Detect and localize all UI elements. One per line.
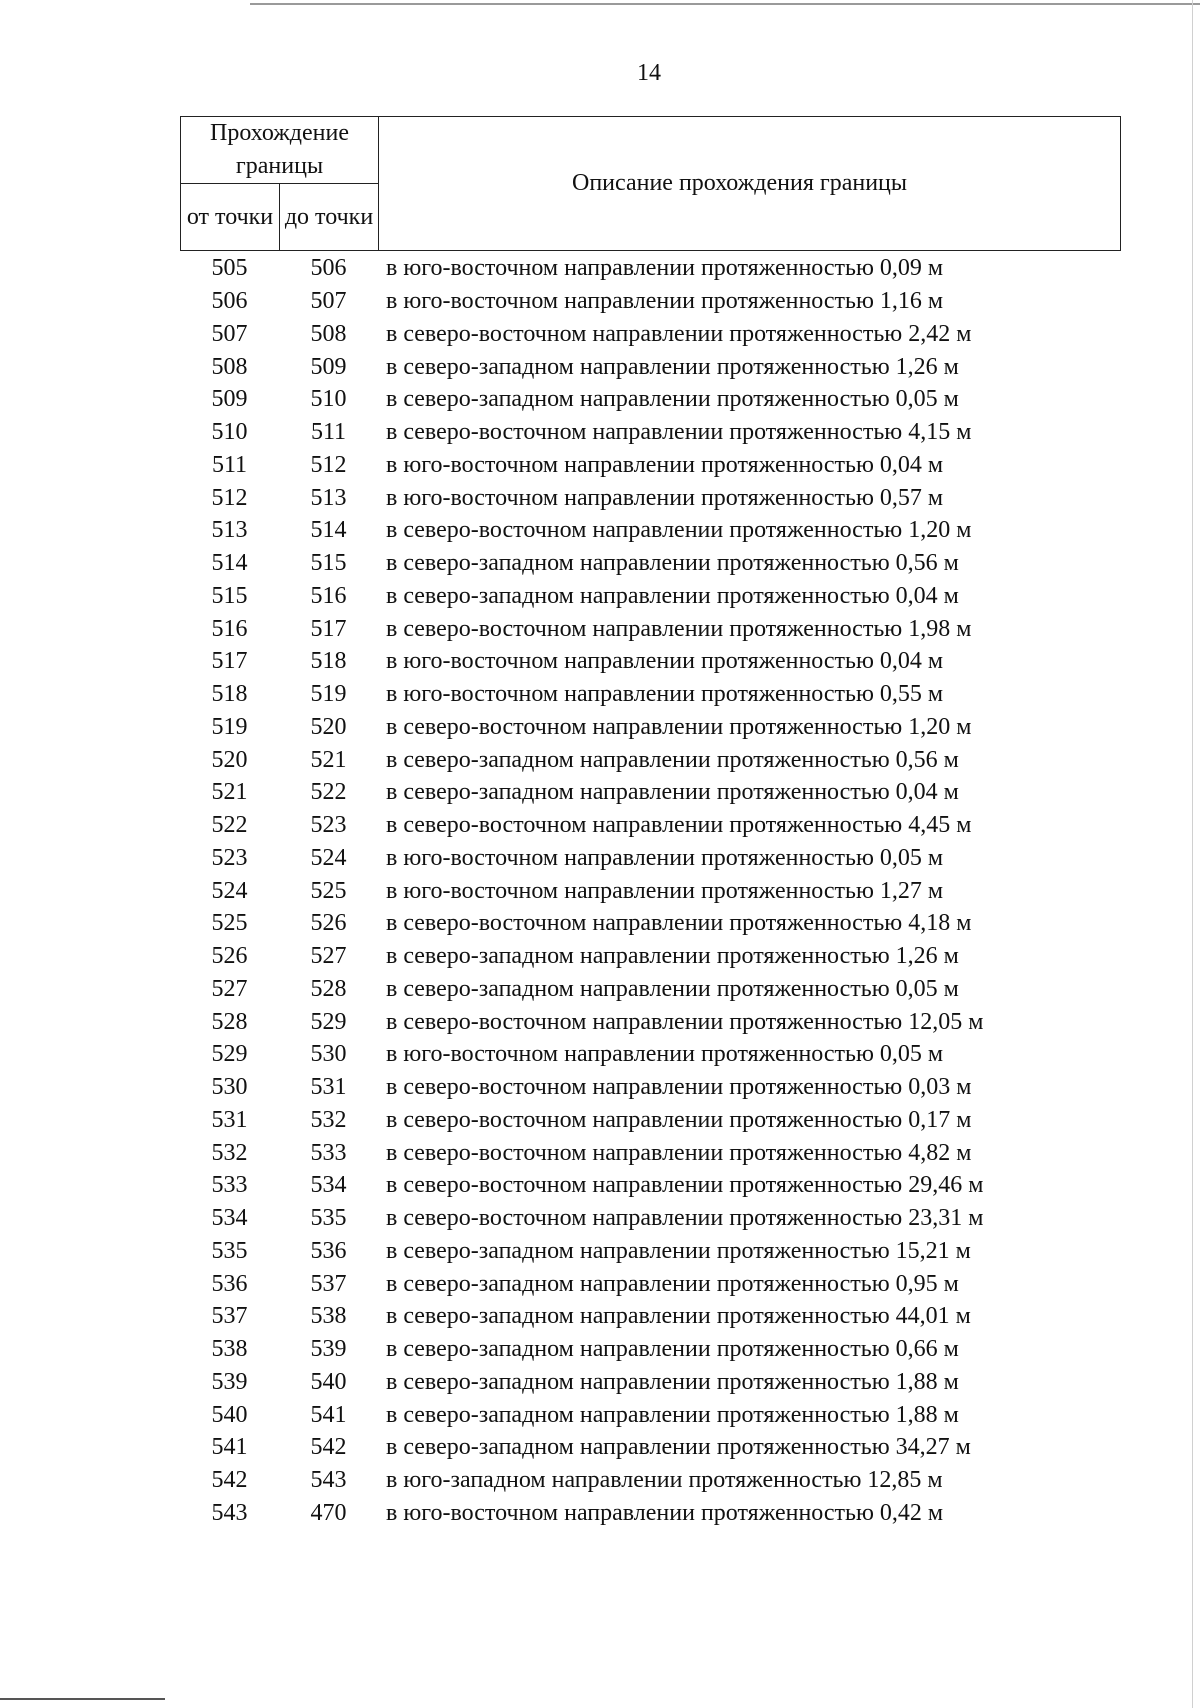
to-point-cell: 537 xyxy=(310,1270,347,1297)
to-point-cell: 506 xyxy=(310,255,347,282)
table-row xyxy=(180,776,1120,809)
from-point-cell: 508 xyxy=(211,353,248,380)
table-row xyxy=(180,1202,1120,1235)
table-row xyxy=(180,1235,1120,1268)
boundary-table-body xyxy=(180,252,1120,1529)
table-row xyxy=(180,743,1120,776)
from-point-cell: 515 xyxy=(211,582,248,609)
from-point-cell: 506 xyxy=(211,288,248,315)
to-point-cell: 515 xyxy=(310,550,347,577)
header-to-point: до точки xyxy=(280,184,379,251)
table-row xyxy=(180,318,1120,351)
table-row xyxy=(180,645,1120,678)
to-point-cell: 524 xyxy=(310,844,347,871)
description-cell: в северо-западном направлении протяженностью 15,21 м xyxy=(386,1237,971,1264)
to-point-cell: 513 xyxy=(310,484,347,511)
description-cell: в северо-западном направлении протяженностью 1,26 м xyxy=(386,353,959,380)
table-row xyxy=(180,1497,1120,1530)
to-point-cell: 540 xyxy=(310,1368,347,1395)
description-cell: в юго-восточном направлении протяженностью 0,04 м xyxy=(386,451,944,478)
from-point-cell: 510 xyxy=(211,419,248,446)
from-point-cell: 517 xyxy=(211,648,248,675)
from-point-cell: 516 xyxy=(211,615,248,642)
from-point-cell: 509 xyxy=(211,386,248,413)
to-point-cell: 523 xyxy=(310,812,347,839)
to-point-cell: 520 xyxy=(310,713,347,740)
to-point-cell: 518 xyxy=(310,648,347,675)
description-cell: в северо-восточном направлении протяженностью 4,18 м xyxy=(386,910,972,937)
table-row xyxy=(180,547,1120,580)
table-row xyxy=(180,1464,1120,1497)
description-cell: в юго-восточном направлении протяженностью 0,05 м xyxy=(386,844,944,871)
from-point-cell: 541 xyxy=(211,1434,248,1461)
to-point-cell: 536 xyxy=(310,1237,347,1264)
to-point-cell: 538 xyxy=(310,1303,347,1330)
description-cell: в северо-западном направлении протяженностью 44,01 м xyxy=(386,1303,971,1330)
to-point-cell: 507 xyxy=(310,288,347,315)
table-row xyxy=(180,1169,1120,1202)
description-cell: в северо-восточном направлении протяженностью 1,20 м xyxy=(386,517,972,544)
table-row xyxy=(180,350,1120,383)
table-row xyxy=(180,1300,1120,1333)
table-row xyxy=(180,1005,1120,1038)
to-point-cell: 529 xyxy=(310,1008,347,1035)
from-point-cell: 520 xyxy=(211,746,248,773)
from-point-cell: 523 xyxy=(211,844,248,871)
to-point-cell: 509 xyxy=(310,353,347,380)
description-cell: в северо-восточном направлении протяженностью 23,31 м xyxy=(386,1205,984,1232)
from-point-cell: 531 xyxy=(211,1106,248,1133)
from-point-cell: 519 xyxy=(211,713,248,740)
to-point-cell: 527 xyxy=(310,943,347,970)
from-point-cell: 530 xyxy=(211,1074,248,1101)
table-row xyxy=(180,252,1120,285)
to-point-cell: 535 xyxy=(310,1205,347,1232)
table-row xyxy=(180,1366,1120,1399)
description-cell: в северо-восточном направлении протяженностью 0,17 м xyxy=(386,1106,972,1133)
to-point-cell: 543 xyxy=(310,1467,347,1494)
from-point-cell: 507 xyxy=(211,320,248,347)
table-row xyxy=(180,514,1120,547)
from-point-cell: 524 xyxy=(211,877,248,904)
to-point-cell: 539 xyxy=(310,1336,347,1363)
to-point-cell: 542 xyxy=(310,1434,347,1461)
description-cell: в юго-восточном направлении протяженностью 0,42 м xyxy=(386,1499,944,1526)
from-point-cell: 514 xyxy=(211,550,248,577)
to-point-cell: 533 xyxy=(310,1139,347,1166)
description-cell: в северо-западном направлении протяженностью 0,56 м xyxy=(386,550,959,577)
from-point-cell: 532 xyxy=(211,1139,248,1166)
table-row xyxy=(180,874,1120,907)
from-point-cell: 526 xyxy=(211,943,248,970)
to-point-cell: 514 xyxy=(310,517,347,544)
table-row xyxy=(180,449,1120,482)
from-point-cell: 538 xyxy=(211,1336,248,1363)
description-cell: в северо-западном направлении протяженностью 1,26 м xyxy=(386,943,959,970)
table-row xyxy=(180,580,1120,613)
to-point-cell: 508 xyxy=(310,320,347,347)
description-cell: в северо-восточном направлении протяженностью 29,46 м xyxy=(386,1172,984,1199)
scan-edge-bottom xyxy=(0,1698,165,1700)
table-row xyxy=(180,1333,1120,1366)
from-point-cell: 529 xyxy=(211,1041,248,1068)
table-row xyxy=(180,481,1120,514)
table-row xyxy=(180,1104,1120,1137)
description-cell: в юго-западном направлении протяженностью 12,85 м xyxy=(386,1467,943,1494)
description-cell: в юго-восточном направлении протяженностью 0,05 м xyxy=(386,1041,944,1068)
to-point-cell: 530 xyxy=(310,1041,347,1068)
table-row xyxy=(180,940,1120,973)
to-point-cell: 510 xyxy=(310,386,347,413)
table-row xyxy=(180,1136,1120,1169)
table-row xyxy=(180,1071,1120,1104)
header-boundary-passage: Прохождение границы xyxy=(181,117,379,184)
description-cell: в северо-западном направлении протяженностью 0,05 м xyxy=(386,975,959,1002)
to-point-cell: 526 xyxy=(310,910,347,937)
from-point-cell: 505 xyxy=(211,255,248,282)
to-point-cell: 517 xyxy=(310,615,347,642)
from-point-cell: 522 xyxy=(211,812,248,839)
description-cell: в северо-западном направлении протяженностью 1,88 м xyxy=(386,1401,959,1428)
scan-edge-top xyxy=(250,3,1200,5)
from-point-cell: 511 xyxy=(211,451,248,478)
to-point-cell: 522 xyxy=(310,779,347,806)
description-cell: в северо-западном направлении протяженностью 0,04 м xyxy=(386,582,959,609)
table-row xyxy=(180,383,1120,416)
table-row xyxy=(180,285,1120,318)
to-point-cell: 532 xyxy=(310,1106,347,1133)
description-cell: в северо-западном направлении протяженностью 0,56 м xyxy=(386,746,959,773)
from-point-cell: 536 xyxy=(211,1270,248,1297)
header-from-point: от точки xyxy=(181,184,280,251)
description-cell: в северо-восточном направлении протяженностью 1,20 м xyxy=(386,713,972,740)
description-cell: в северо-восточном направлении протяженностью 4,82 м xyxy=(386,1139,972,1166)
from-point-cell: 543 xyxy=(211,1499,248,1526)
from-point-cell: 527 xyxy=(211,975,248,1002)
table-row xyxy=(180,612,1120,645)
description-cell: в северо-восточном направлении протяженностью 2,42 м xyxy=(386,320,972,347)
from-point-cell: 525 xyxy=(211,910,248,937)
table-row xyxy=(180,1398,1120,1431)
to-point-cell: 541 xyxy=(310,1401,347,1428)
to-point-cell: 511 xyxy=(310,419,347,446)
to-point-cell: 521 xyxy=(310,746,347,773)
description-cell: в северо-восточном направлении протяженностью 0,03 м xyxy=(386,1074,972,1101)
description-cell: в юго-восточном направлении протяженностью 0,55 м xyxy=(386,681,944,708)
table-row xyxy=(180,809,1120,842)
from-point-cell: 542 xyxy=(211,1467,248,1494)
scan-edge-right xyxy=(1192,0,1193,1708)
table-row xyxy=(180,711,1120,744)
description-cell: в северо-восточном направлении протяженностью 12,05 м xyxy=(386,1008,984,1035)
table-row xyxy=(180,678,1120,711)
table-row xyxy=(180,842,1120,875)
to-point-cell: 516 xyxy=(310,582,347,609)
description-cell: в северо-восточном направлении протяженностью 4,15 м xyxy=(386,419,972,446)
from-point-cell: 521 xyxy=(211,779,248,806)
description-cell: в северо-западном направлении протяженностью 0,66 м xyxy=(386,1336,959,1363)
from-point-cell: 539 xyxy=(211,1368,248,1395)
table-row xyxy=(180,973,1120,1006)
to-point-cell: 512 xyxy=(310,451,347,478)
from-point-cell: 513 xyxy=(211,517,248,544)
to-point-cell: 534 xyxy=(310,1172,347,1199)
table-row xyxy=(180,416,1120,449)
description-cell: в северо-восточном направлении протяженностью 4,45 м xyxy=(386,812,972,839)
description-cell: в северо-западном направлении протяженностью 0,95 м xyxy=(386,1270,959,1297)
description-cell: в северо-западном направлении протяженностью 1,88 м xyxy=(386,1368,959,1395)
to-point-cell: 528 xyxy=(310,975,347,1002)
from-point-cell: 535 xyxy=(211,1237,248,1264)
from-point-cell: 540 xyxy=(211,1401,248,1428)
header-description: Описание прохождения границы xyxy=(379,117,1121,251)
description-cell: в юго-восточном направлении протяженностью 1,16 м xyxy=(386,288,944,315)
to-point-cell: 531 xyxy=(310,1074,347,1101)
from-point-cell: 518 xyxy=(211,681,248,708)
from-point-cell: 537 xyxy=(211,1303,248,1330)
description-cell: в северо-западном направлении протяженностью 0,04 м xyxy=(386,779,959,806)
from-point-cell: 512 xyxy=(211,484,248,511)
from-point-cell: 528 xyxy=(211,1008,248,1035)
boundary-table-header xyxy=(180,116,1121,251)
table-row xyxy=(180,1431,1120,1464)
description-cell: в юго-восточном направлении протяженностью 0,57 м xyxy=(386,484,944,511)
description-cell: в юго-восточном направлении протяженностью 0,04 м xyxy=(386,648,944,675)
table-row xyxy=(180,1267,1120,1300)
description-cell: в северо-восточном направлении протяженностью 1,98 м xyxy=(386,615,972,642)
page-number: 14 xyxy=(637,60,661,86)
description-cell: в юго-восточном направлении протяженностью 0,09 м xyxy=(386,255,944,282)
from-point-cell: 534 xyxy=(211,1205,248,1232)
description-cell: в северо-западном направлении протяженностью 0,05 м xyxy=(386,386,959,413)
description-cell: в юго-восточном направлении протяженностью 1,27 м xyxy=(386,877,944,904)
to-point-cell: 519 xyxy=(310,681,347,708)
from-point-cell: 533 xyxy=(211,1172,248,1199)
table-row xyxy=(180,907,1120,940)
description-cell: в северо-западном направлении протяженностью 34,27 м xyxy=(386,1434,971,1461)
to-point-cell: 525 xyxy=(310,877,347,904)
table-row xyxy=(180,1038,1120,1071)
to-point-cell: 470 xyxy=(310,1499,347,1526)
